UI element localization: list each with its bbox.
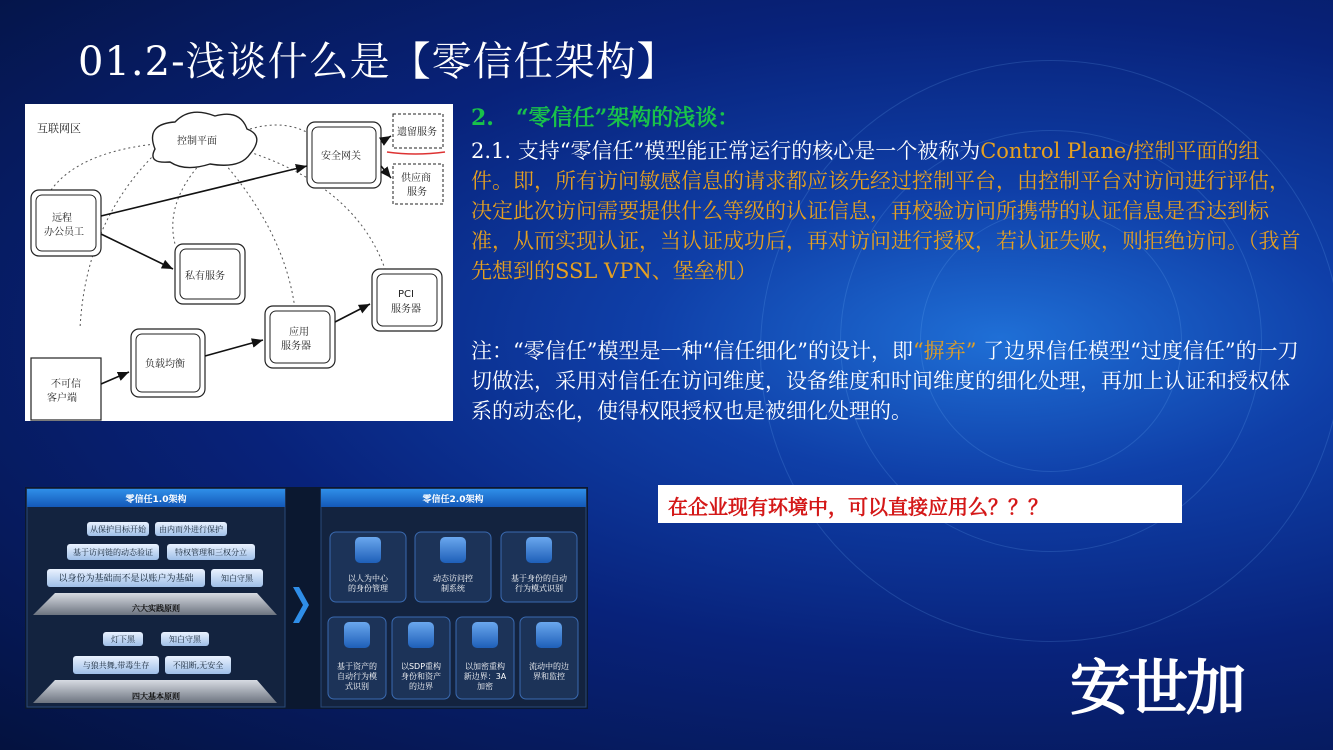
question-callout [658,485,1182,523]
v2-title: 零信任2.0架构 [422,495,484,505]
v1-item: 特权管理和三权分立 [175,548,247,557]
v1-item: 由内而外进行保护 [159,525,223,534]
v2-item: 的身份管理 [348,584,388,593]
private-service-label: 私有服务 [185,271,225,282]
v2-item: 界和监控 [533,672,565,681]
v1-item: 知白守黑 [221,574,253,583]
vendor-service-label-1: 供应商 [401,173,431,184]
v2-item: 基于资产的 [337,662,377,671]
vendor-service-label-2: 服务 [407,187,427,198]
app-server-label-1: 应用 [289,327,309,338]
v1-item: 灯下黑 [111,635,135,644]
cloud-label: 控制平面 [177,136,217,147]
v1-base-label: 六大实践原则 [132,604,180,613]
paragraph-highlight: Control Plane/控制平面的组件。即，所有访问敏感信息的请求都应该先经过控制平台，由控制平台对访问进行评估，决定此次访问需要提供什么等级的认证信息，再校验访问所携带的认证信息是否达到标准，从而实现认证，当认证成功后，再对访问进行授权，若认证失败，则拒绝访问。（我首先想到的SSL VPN、堡垒机） [471,139,1301,283]
v2-item: 行为模式识别 [515,584,563,593]
v1-item: 基于访问链的动态验证 [73,548,153,557]
note-before: 注：“零信任”模型是一种“信任细化”的设计，即 [471,339,913,363]
network-diagram [25,104,453,421]
paragraph-intro: 2.1. 支持“零信任”模型能正常运行的核心是一个被称为 [471,139,981,163]
v2-item: 以加密重构 [465,662,505,671]
paragraph-note [471,336,1301,426]
gateway-label: 安全网关 [321,151,361,162]
v2-item: 身份和资产 [401,672,441,681]
v2-item: 自动行为模 [337,672,377,681]
pci-label-2: 服务器 [391,304,421,315]
pci-label-1: PCI [398,289,414,300]
v2-item: 新边界：3A [463,672,507,681]
legacy-service-label: 遗留服务 [397,127,437,138]
page-title: 01.2-浅谈什么是【零信任架构】 [78,39,678,85]
v2-item: 制系统 [441,584,465,593]
v1-item: 与狼共舞,带毒生存 [82,661,150,670]
note-after: 了边界信任模型“过度信任”的一刀切做法，采用对信任在访问维度，设备维度和时间维度的细化处理，再加上认证和授权体系的动态化，使得权限授权也是被细化处理的。 [471,339,1299,423]
v1-item: 从保护目标开始 [90,525,146,534]
v2-item: 以人为中心 [348,574,388,583]
v2-item: 动态访问控 [433,574,473,583]
architecture-comparison [25,487,588,709]
remote-staff-label-2: 办公员工 [44,227,84,238]
load-balancer-label: 负载均衡 [145,359,185,370]
callout-text: 在企业现有环境中，可以直接应用么？？？ [668,495,1048,519]
v1-base-label: 四大基本原则 [132,692,180,701]
v2-item: 加密 [477,682,493,691]
v1-item: 以身份为基础而不是以账户为基础 [58,574,194,584]
brand-logo: 安世加 [1070,654,1244,724]
note-highlight: “摒弃” [912,339,977,363]
v2-item: 流动中的边 [529,662,569,671]
control-plane-cloud [153,112,257,167]
v1-title: 零信任1.0架构 [125,495,187,505]
untrusted-client-label-2: 客户端 [47,393,77,404]
remote-staff-label-1: 远程 [52,213,72,224]
app-server-label-2: 服务器 [281,341,311,352]
v1-item: 不阻断,无安全 [172,661,224,670]
v2-item: 的边界 [409,682,433,691]
paragraph-control-plane [471,136,1301,286]
v2-item: 式识别 [345,682,369,691]
v2-item: 以SDP重构 [400,662,442,671]
v1-item: 知白守黑 [169,635,201,644]
region-label: 互联网区 [37,122,81,135]
section-heading: 2. “零信任”架构的浅谈： [471,105,740,131]
v2-item: 基于身份的自动 [511,574,567,583]
untrusted-client-label-1: 不可信 [51,379,81,390]
